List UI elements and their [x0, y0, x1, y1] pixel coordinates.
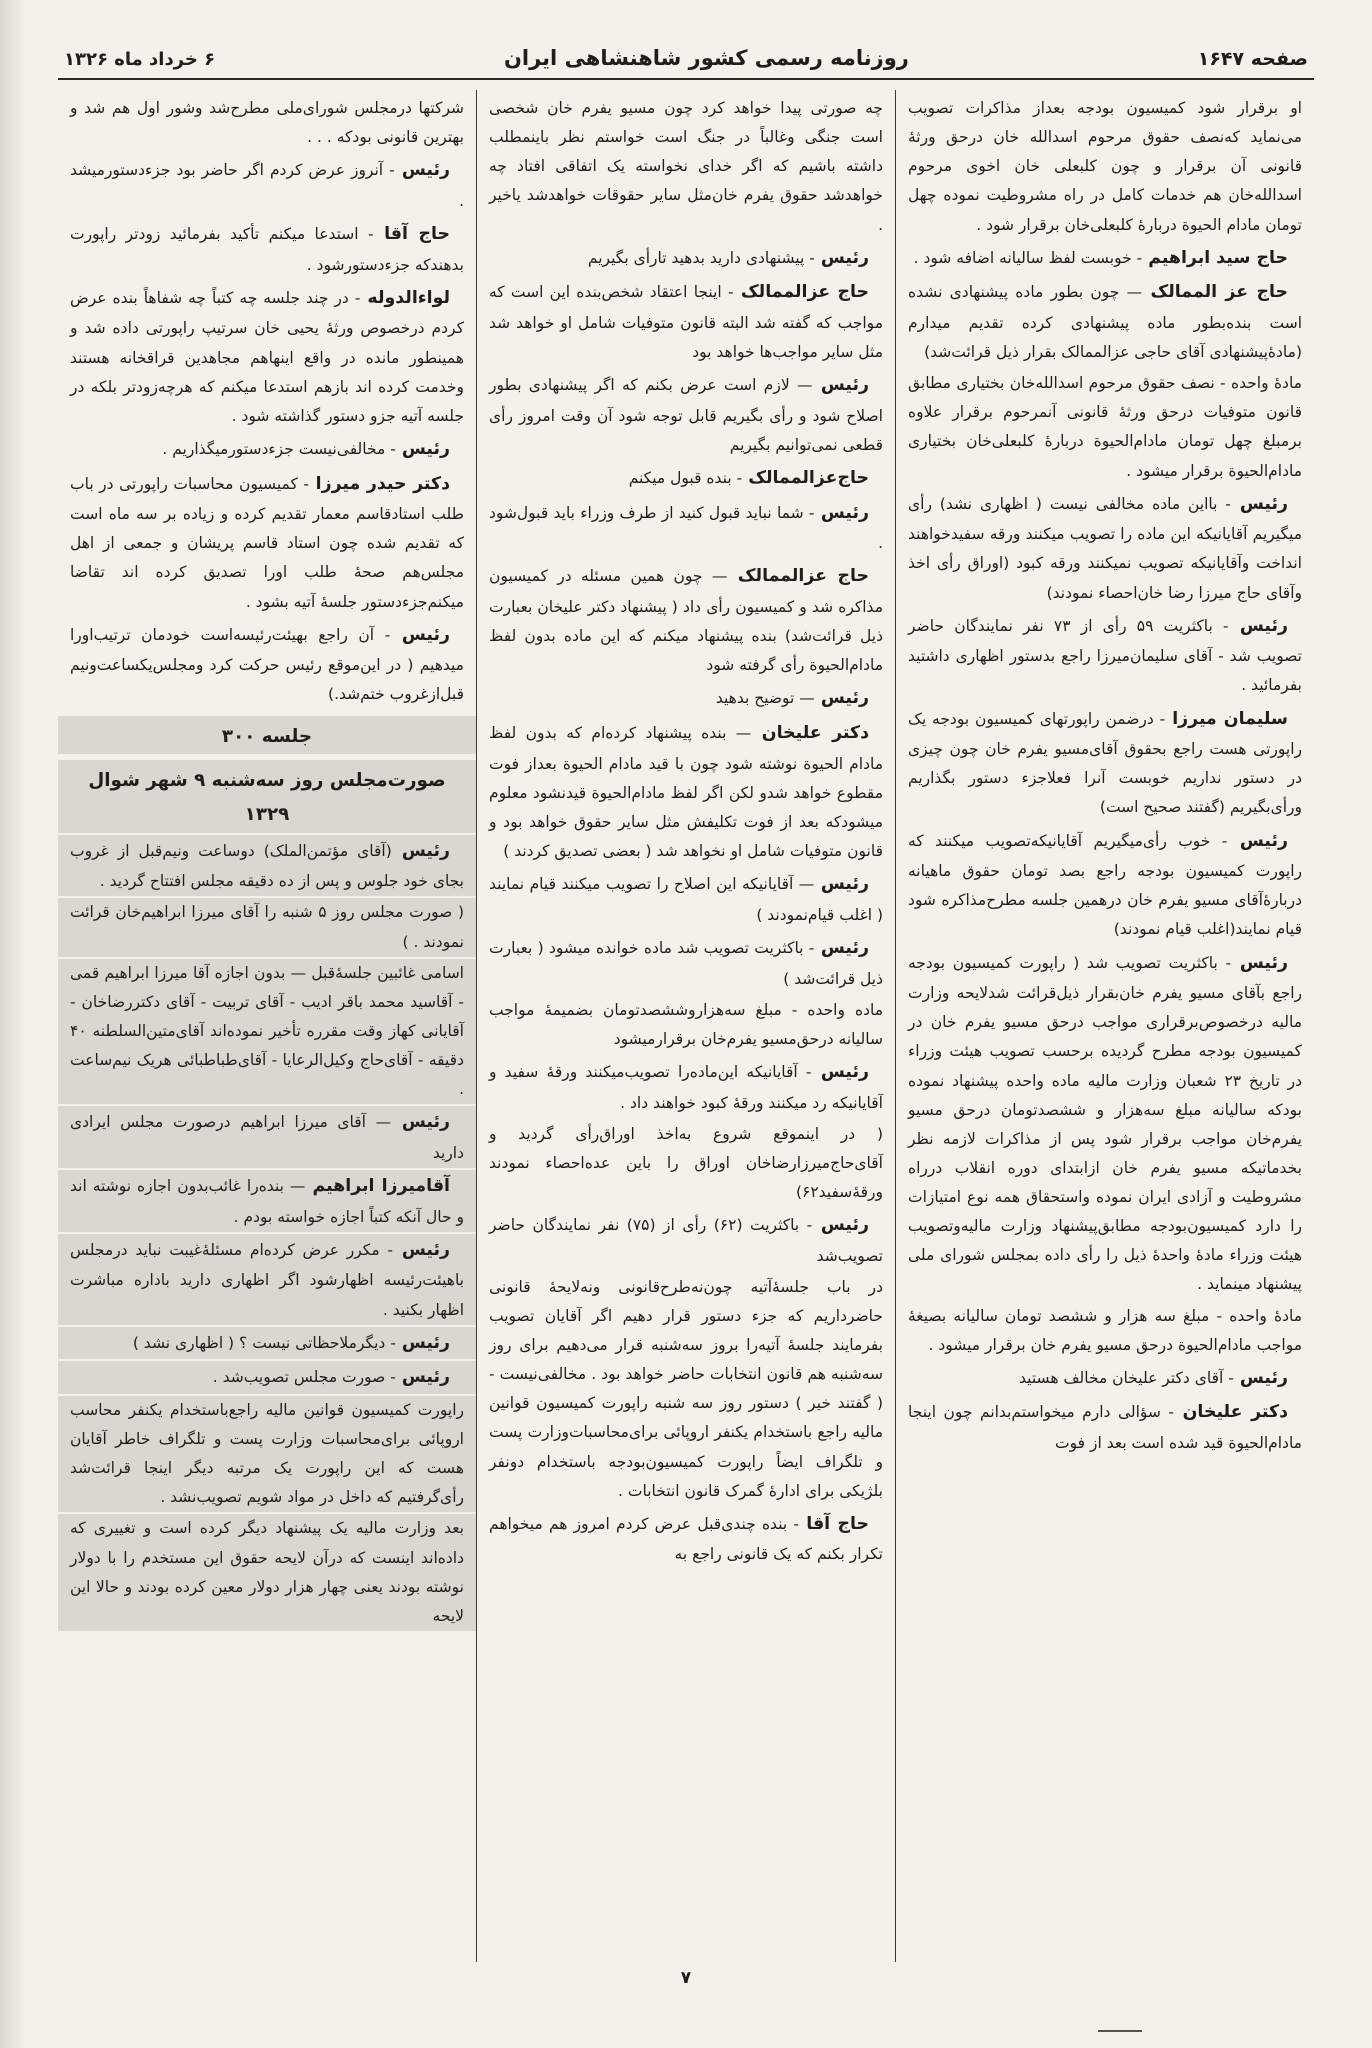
- paragraph: بعد وزارت مالیه یک پیشنهاد دیگر کرده است و تغییری که داده‌اند اینست که درآن لایحه حقوق این مستخدم را با دولار نوشته بودند یعنی چهار هزار دولار معین کرده بودند و حالا این لایحه: [58, 1514, 476, 1631]
- paragraph: دکتر حیدر میرزا - کمیسیون محاسبات راپورتی در باب طلب استادقاسم معمار تقدیم کرده و زیاده بر سه ماه است که تقدیم شده چون استاد قاسم پریشان و جمعی از اهل مجلس‌هم صحهٔ طلب اورا تصدیق کرده اند تقاضا میکنم‌جزءدستور جلسهٔ آتیه بشود .: [70, 473, 464, 611]
- paragraph: رئیس - باکثریت (۶۲) رأی از (۷۵) نفر نمایندگان حاضر تصویب‌شد: [489, 1215, 883, 1265]
- speaker-name: رئیس: [395, 438, 450, 459]
- speaker-name: دکتر حیدر میرزا: [309, 473, 451, 494]
- newspaper-title: روزنامه رسمی کشور شاهنشاهی ایران: [503, 46, 909, 70]
- columns-container: [58, 90, 1314, 1962]
- paragraph: مادهٔ واحده - نصف حقوق مرحوم اسدالله‌خان بختیاری مطابق قانون متوفیات درحق ورثهٔ قانونی آنمرحوم برقرار علاوه برمبلغ چهل تومان مادام‌الحیوة دربارهٔ کلبعلی‌خان بختیاری مادام‌الحیوة برقرار میشود .: [908, 374, 1302, 480]
- paragraph: رئیس — آقای میرزا ابراهیم درصورت مجلس ایرادی دارید: [58, 1106, 476, 1168]
- speaker-name: حاج عزالممالک: [733, 282, 870, 303]
- column-middle: [477, 90, 896, 1962]
- speaker-name: لواءالدوله: [360, 287, 450, 308]
- paragraph: شرکتها درمجلس شورای‌ملی مطرح‌شد وشور اول هم شد و بهترین قانونی بودکه . . .: [70, 99, 464, 147]
- speaker-name: رئیس: [812, 1215, 869, 1235]
- paragraph: حاج عزالممالک - اینجا اعتقاد شخص‌بنده این است که مواجب که گفته شد البته قانون متوفیات شامل او خواهد شد مثل سایر مواجب‌ها خواهد بود: [489, 282, 883, 361]
- speaker-name: دکتر علیخان: [751, 723, 870, 743]
- speaker-name: حاج آقا: [798, 1513, 869, 1534]
- paragraph: رئیس - باکثریت تصویب شد ( راپورت کمیسیون بودجه راجع بآقای مسیو یفرم خان‌بقرار ذیل‌قرائت شدلایحه وزارت مالیه درخصوص‌برقراری مواجب درحق مسیو یفرم خان در کمیسیون بودجه مطرح گردیده برحسب تصویب هیئت وزراء در تاریخ ۲۳ شعبان وزارت مالیه ماده واحده پیشنهاد نموده بودکه سالیانه مبلغ سه‌هزار و ششصدتومان درحق مسیو یفرم‌خان مواجب برقرار شود پس از مذاکرات لازمه نظر بخدماتیکه مسیو یفرم خان ازابتدای دوره انقلاب درراه مشروطیت و آزادی ایران نموده واستحقاق همه نوع امتیازات را دارد کمیسیون‌بودجه مطابق‌پیشنهاد وزارت مالیه‌وتصویب هیئت وزراء مادهٔ واحدهٔ ذیل را رأی داده بمجلس شورای ملی پیشنهاد مینماید .: [908, 952, 1302, 1294]
- speaker-name: رئیس: [812, 375, 869, 396]
- column-right: [896, 90, 1314, 1962]
- paragraph: اسامی غائبین جلسهٔ‌قبل — بدون اجازه آقا میرزا ابراهیم قمی - آقاسید محمد باقر ادیب - آقای تربیت - آقای دکتررضاخان - آقایانی کهاز وقت مقرره تأخیر نموده‌اند آقای‌متین‌السلطنه ۴۰ دقیقه - آقای‌حاج وکیل‌الرعایا - آقای‌طباطبائی هریک نیم‌ساعت .: [58, 959, 476, 1105]
- speaker-name: رئیس: [814, 502, 869, 523]
- speaker-name: رئیس: [393, 1239, 450, 1260]
- paragraph: رئیس - آن راجع بهیئت‌رئیسه‌است خودمان ترتیب‌اورا میدهیم ( در این‌موقع رئیس حرکت کرد ومجلس‌یکساعت‌ونیم قبل‌ازغروب ختم‌شد.): [70, 624, 464, 704]
- paragraph: رئیس - مخالفی‌نیست جزءدستورمیگذاریم .: [162, 438, 450, 459]
- speaker-name: رئیس: [814, 247, 869, 268]
- header-divider: [58, 78, 1314, 80]
- speaker-name: سلیمان میرزا: [1165, 708, 1288, 729]
- session-heading: جلسه ۳۰۰: [58, 716, 476, 754]
- paragraph: چه صورتی پیدا خواهد کرد چون مسیو یفرم خان شخصی است جنگی وغالباً در جنگ است خواستم نظر باینمطلب داشته باشیم که اگر خدای نخواسته یک اتفاقی افتاد چه خواهدشد حقوق یفرم خان‌مثل سایر حقوقات خواهدشد یاخیر .: [489, 99, 883, 234]
- paragraph: آقامیرزا ابراهیم — بنده‌را غائب‌بدون اجازه نوشته اند و حال آنکه کتباً اجازه خواسته بودم .: [58, 1170, 476, 1232]
- paragraph: ( صورت مجلس روز ۵ شنبه را آقای میرزا ابراهیم‌خان قرائت نمودند . ): [58, 898, 476, 956]
- paragraph: رئیس — لازم است عرض بکنم که اگر پیشنهادی بطور اصلاح شود و رأی بگیریم قابل توجه شود آن وقت امروز رأی قطعی نمی‌توانیم بگیریم: [489, 375, 883, 454]
- speaker-name: رئیس: [1230, 493, 1288, 514]
- masthead: [58, 46, 1314, 76]
- speaker-name: رئیس: [1231, 952, 1288, 973]
- speaker-name: رئیس: [814, 688, 869, 709]
- page-number-top: صفحه ۱۶۴۷: [1197, 48, 1308, 70]
- paragraph: حاج عز الممالک — چون بطور ماده پیشنهادی نشده است بنده‌بطور ماده پیشنهادی کرده تقدیم میدارم (مادهٔ‌پیشنهادی آقای حاجی عزالممالک بقرار ذیل قرائت‌شد): [908, 282, 1302, 361]
- speaker-name: رئیس: [395, 1367, 450, 1388]
- speaker-name: رئیس: [1227, 830, 1288, 851]
- paragraph: راپورت کمیسیون قوانین مالیه راجع‌باستخدام یکنفر محاسب اروپائی برای‌محاسبات وزارت پست و تلگراف خاطر آقایان هست که این راپورت یک مرتبه دیگر اینجا قرائت‌شد رأی‌گرفتیم که داخل در مواد شویم تصویب‌نشد .: [58, 1396, 476, 1513]
- paragraph: رئیس - دیگرملاحظاتی نیست ؟ ( اظهاری نشد ): [58, 1327, 476, 1360]
- page-footer: [58, 1968, 1314, 1988]
- paragraph: ( در اینموقع شروع به‌اخذ اوراق‌رأی گردید و آقای‌حاج‌میرزارضاخان اوراق را باین عده‌احصاء نمودند ورقهٔ‌سفید۶۲): [489, 1124, 883, 1201]
- speaker-name: دکتر علیخان: [1174, 1402, 1288, 1423]
- speaker-name: رئیس: [1228, 615, 1288, 636]
- speaker-name: حاج آقا: [373, 224, 450, 244]
- speaker-name: رئیس: [1233, 1367, 1288, 1388]
- paragraph: حاج آقا - بنده چندی‌قبل عرض کردم امروز هم میخواهم تکرار بکنم که یک قانونی راجع به: [489, 1513, 883, 1564]
- paragraph: حاج‌عزالممالک - بنده قبول میکنم: [628, 468, 869, 488]
- column-left: [58, 90, 477, 1962]
- speaker-name: رئیس: [391, 1112, 450, 1133]
- paragraph: رئیس (آقای مؤتمن‌الملک) دوساعت ونیم‌قبل از غروب بجای خود جلوس و پس از ده دقیقه مجلس افتتاح گردید .: [58, 835, 476, 897]
- paragraph: رئیس - شما نباید قبول کنید از طرف وزراء باید قبول‌شود .: [489, 502, 883, 553]
- scan-artifact-line: [1098, 2030, 1142, 2032]
- speaker-name: رئیس: [391, 840, 451, 861]
- paragraph: رئیس - باکثریت تصویب شد ماده خوانده میشود ( بعبارت ذیل قرائت‌شد ): [489, 937, 883, 988]
- speaker-name: رئیس: [395, 1332, 450, 1353]
- paragraph: ماده واحده - مبلغ سه‌هزاروششصدتومان بضمیمهٔ مواجب سالیانه درحق‌مسیو یفرم‌خان برقرارمیشود: [489, 1000, 883, 1048]
- speaker-name: آقامیرزا ابراهیم: [305, 1176, 451, 1197]
- paragraph: مادهٔ واحده - مبلغ سه هزار و ششصد تومان سالیانه بصیغهٔ مواجب مادام‌الحیوة درحق مسیو یفرم خان برقرار میشود .: [908, 1306, 1302, 1354]
- speaker-name: رئیس: [814, 937, 869, 958]
- paragraph: در باب جلسهٔ‌آتیه چون‌نه‌طرح‌قانونی ونه‌لایحهٔ قانونی حاضرداریم که جزء دستور قرار دهیم اگر آقایان تصویب بفرمایند جلسهٔ آتیه‌را بروز سه‌شنبه قرار می‌دهیم برای روز سه‌شنبه هم قانون انتخابات حاضر خواهد بود . مخالفی‌نیست - ( گفتند خیر ) دستور روز سه شنبه راپورت کمیسیون قوانین مالیه راجع باستخدام یکنفر اروپائی برای‌محاسبات‌وزارت پست و تلگراف ایضاً راپورت کمیسیون‌بودجه باستخدام دونفر بلژیکی برای ادارهٔ گمرک قانون انتخابات .: [489, 1277, 883, 1500]
- paragraph: رئیس - آقای دکتر علیخان مخالف هستید: [1019, 1367, 1288, 1388]
- paragraph: او برقرار شود کمیسیون بودجه بعداز مذاکرات تصویب می‌نماید که‌نصف حقوق مرحوم اسدالله خان درحق ورثهٔ قانونی آن برقرار و چون کلبعلی خان اخوی مرحوم اسدالله‌خان هم خدمات کامل در راه مشروطیت نموده چهل تومان مادام الحیوة دربارهٔ کلبعلی‌خان برقرار شود .: [908, 99, 1302, 234]
- speaker-name: رئیس: [811, 1061, 869, 1082]
- paragraph: حاج سید ابراهیم - خوبست لفظ سالیانه اضافه شود .: [913, 247, 1288, 268]
- paragraph: سلیمان میرزا - درضمن راپورتهای کمیسیون بودجه یک راپورتی هست راجع بحقوق آقای‌مسیو یفرم خان چون چیزی در دستور نداریم خوبست آنرا فعلاجزء دستور بگذاریم ورأی‌بگیریم (گفتند صحیح است): [908, 708, 1302, 817]
- speaker-name: حاج سید ابراهیم: [1142, 247, 1288, 268]
- paragraph: رئیس - خوب رأی‌میگیریم آقایانیکه‌تصویب میکنند که راپورت کمیسیون بودجه راجع بصد تومان حقوق ماهیانه دربارهٔ‌آقای مسیو یفرم خان درهمین جلسه مطرح‌مذاکره شود قیام نمایند(اغلب قیام نمودند): [908, 830, 1302, 939]
- paragraph: رئیس — توضیح بدهید: [715, 688, 869, 709]
- paragraph: دکتر علیخان — بنده پیشنهاد کرده‌ام که بدون لفظ مادام الحیوة نوشته شود چون با قید مادام الحیوة بعداز فوت مقطوع خواهد شدو لکن اگر لفظ مادام‌الحیوة قیدنشود معلوم میشودکه بعد از فوت تکلیفش مثل سایر حقوق خواهد بود و قانون متوفیات شامل او نخواهد شد ( بعضی تصدیق کردند ): [489, 723, 883, 860]
- session-heading: صورت‌مجلس روز سه‌شنبه ۹ شهر شوال ۱۳۲۹: [58, 760, 476, 833]
- paragraph: رئیس — آقایانیکه این اصلاح را تصویب میکنند قیام نمایند ( اغلب قیام‌نمودند ): [489, 874, 883, 924]
- paragraph: رئیس - آقایانیکه این‌ماده‌را تصویب‌میکنند ورقهٔ سفید و آقایانیکه رد میکنند ورقهٔ کبود خواهند داد .: [489, 1061, 883, 1112]
- speaker-name: حاج عز الممالک: [1142, 282, 1288, 303]
- paragraph: رئیس - بااین ماده مخالفی نیست ( اظهاری نشد) رأی میگیریم آقایانیکه این ماده را تصویب میکنند ورقه سفیدخواهند انداخت وآقایانیکه تصویب نمیکنند ورقه کبود (اوراق رأی اخذ وآقای حاج میرزا رضا خان‌احصاء نمودند): [908, 493, 1302, 602]
- paragraph: رئیس - آنروز عرض کردم اگر حاضر بود جزءدستورمیشد .: [70, 160, 464, 210]
- speaker-name: رئیس: [814, 874, 869, 895]
- paragraph: حاج آقا - استدعا میکنم تأکید بفرمائید زودتر راپورت بدهندکه جزءدستورشود .: [70, 224, 464, 274]
- paragraph: لواءالدوله - در چند جلسه چه کتباً چه شفاهاً بنده عرض کردم درخصوص ورثهٔ یحیی خان سرتیپ راپورتی داده شد و همینطور مانده در واقع اینهاهم مجاهدین قراقخانه هستند وخدمت کرده اند بازهم استدعا میکنم که هرچه‌زودتر بلکه در جلسه آتیه جزو دستور گذاشته شود .: [70, 287, 464, 425]
- paragraph: رئیس - پیشنهادی دارید بدهید تارأی بگیریم: [587, 247, 869, 268]
- paragraph: دکتر علیخان - سؤالی دارم میخواستم‌بدانم چون اینجا مادام‌الحیوة قید شده است بعد از فوت: [908, 1402, 1302, 1452]
- speaker-name: حاج‌عزالممالک: [742, 468, 869, 488]
- speaker-name: رئیس: [390, 624, 450, 645]
- speaker-name: حاج عزالممالک: [727, 566, 869, 587]
- paragraph: رئیس - باکثریت ۵۹ رأی از ۷۳ نفر نمایندگان حاضر تصویب شد - آقای سلیمان‌میرزا راجع بدستور اظهاری داشتید بفرمائید .: [908, 615, 1302, 695]
- speaker-name: رئیس: [394, 160, 450, 181]
- paragraph: رئیس - مکرر عرض کرده‌ام مسئلهٔ‌غیبت نباید درمجلس باهیئت‌رئیسه اظهارشود اگر اظهاری دارید باداره مباشرت اظهار بکنید .: [58, 1234, 476, 1325]
- footer-page-number: ۷: [680, 1968, 692, 1988]
- paragraph: رئیس - صورت مجلس تصویب‌شد .: [58, 1361, 476, 1394]
- issue-date: ۶ خرداد ماه ۱۳۲۶: [64, 49, 216, 70]
- paragraph: حاج عزالممالک — چون همین مسئله در کمیسیون مذاکره شد و کمیسیون رأی داد ( پیشنهاد دکتر علیخان بعبارت ذیل قرائت‌شد) بنده پیشنهاد میکنم که این ماده بدون لفظ مادام‌الحیوة رأی گرفته شود: [489, 566, 883, 675]
